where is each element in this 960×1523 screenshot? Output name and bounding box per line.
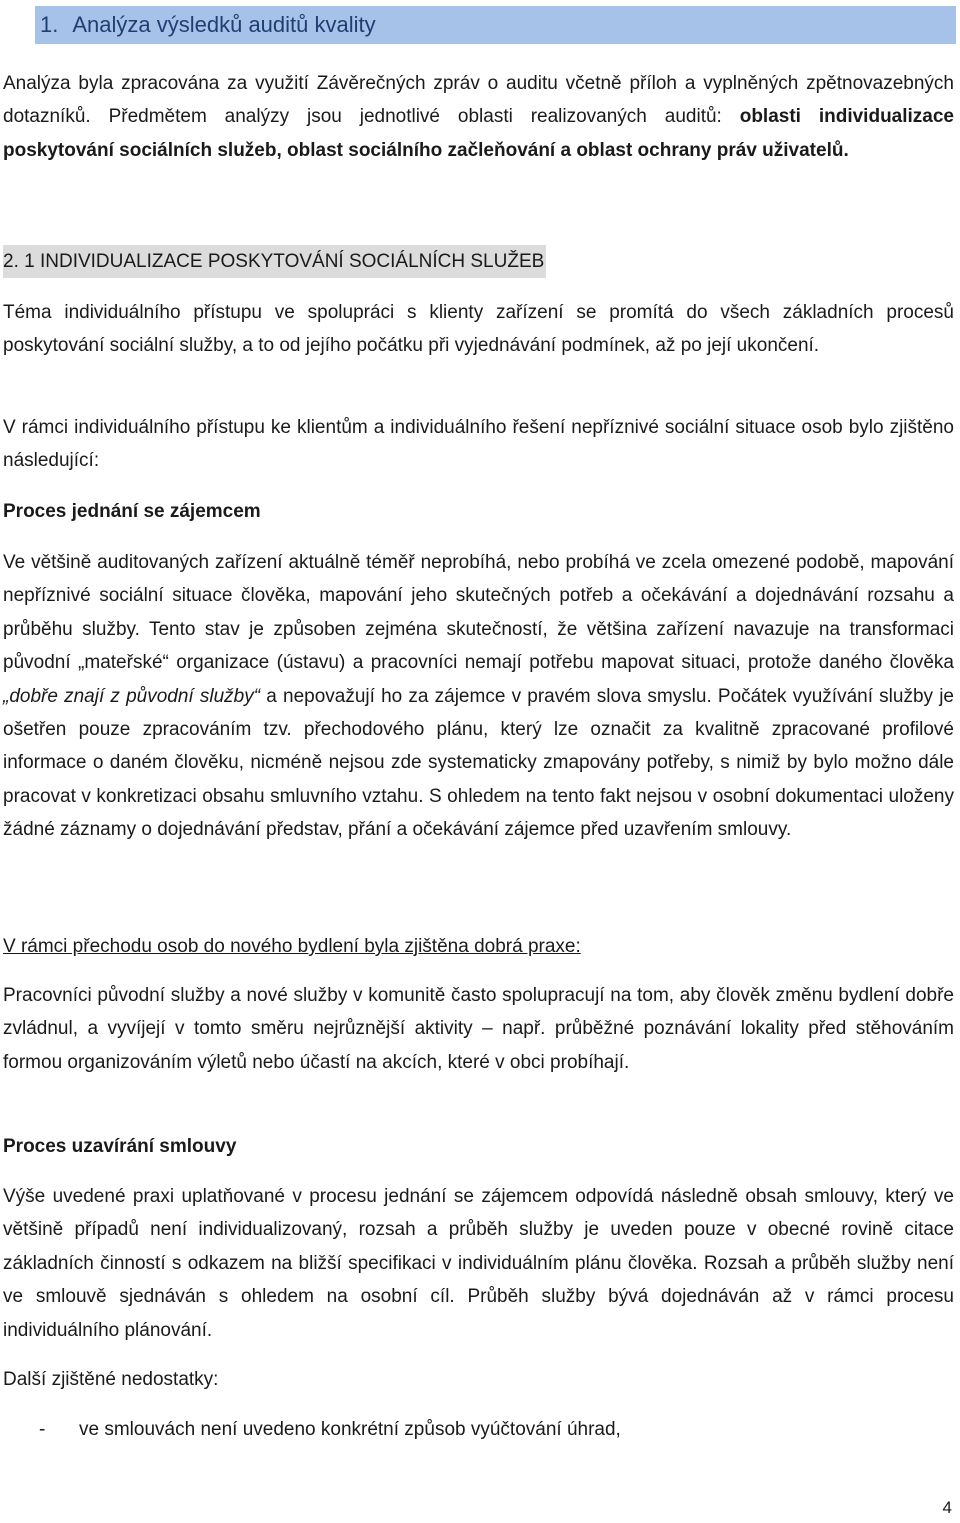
paragraph-contract-process: Výše uvedené praxi uplatňované v procesu jednání se zájemcem odpovídá následně obsah smlouvy, který ve většině případů není individualizovaný, rozsah a průběh služby je uveden pouze v obecné rovině citace základních činností s odkazem na bližší specifikaci v individuálním plánu člověka. Rozsah a průběh služby není ve smlouvě sjednáván s ohledem na osobní cíl. Průběh služby bývá dojednáván až v rámci procesu individuálního plánování. (3, 1186, 954, 1341)
paragraph-individual-approach: Téma individuálního přístupu ve spolupráci s klienty zařízení se promítá do všech základních procesů poskytování sociální služby, a to od jejího počátku při vyjednávání podmínek, až po její ukončení. (3, 302, 954, 357)
paragraph-applicant-italic: „dobře znají z původní služby“ (3, 685, 261, 707)
intro-paragraph (3, 67, 954, 167)
good-practice-heading: V rámci přechodu osob do nového bydlení byla zjištěna dobrá praxe: (3, 936, 581, 957)
further-deficiencies-label: Další zjištěné nedostatky: (3, 1369, 219, 1390)
subheading-applicant-process: Proces jednání se zájemcem (3, 501, 261, 522)
paragraph-applicant-text-2: a nepovažují ho za zájemce v pravém slova smyslu. Počátek využívání služby je ošetřen pouze zpracováním tzv. přechodového plánu, který lze označit za kvalitně zpracované profilové informace o daném člověku, nicméně nejsou zde systematicky zmapovány potřeby, s nimiž by bylo možno dále pracovat v konkretizaci obsahu smluvního vztahu. S ohledem na tento fakt nejsou v osobní dokumentaci uloženy žádné záznamy o dojednávání představ, přání a očekávání zájemce před uzavřením smlouvy. (3, 685, 954, 841)
bullet-dash: - (39, 1419, 46, 1440)
chapter-number: 1. (40, 12, 59, 37)
list-item (39, 1413, 621, 1446)
chapter-heading (35, 6, 956, 44)
intro-bold-text: oblasti individualizace poskytování sociálních služeb, oblast sociálního začleňování a oblast ochrany práv uživatelů. (3, 106, 954, 161)
subheading-contract-process: Proces uzavírání smlouvy (3, 1136, 237, 1157)
list-item-text: ve smlouvách není uvedeno konkrétní způsob vyúčtování úhrad, (79, 1419, 621, 1440)
paragraph-findings-intro: V rámci individuálního přístupu ke klientům a individuálního řešení nepříznivé sociální situace osob bylo zjištěno následující: (3, 417, 954, 472)
paragraph-good-practice: Pracovníci původní služby a nové služby v komunitě často spolupracují na tom, aby člověk změnu bydlení dobře zvládnul, a vyvíjejí v tomto směru nejrůznější aktivity – např. průběžné poznávání lokality před stěhováním formou organizováním výletů nebo účastí na akcích, které v obci probíhají. (3, 985, 954, 1073)
paragraph-applicant-process (3, 546, 954, 847)
intro-plain-text: Analýza byla zpracována za využití Závěrečných zpráv o auditu včetně příloh a vyplněných zpětnovazebných dotazníků. Předmětem analýzy jsou jednotlivé oblasti realizovaných auditů: (3, 73, 954, 128)
chapter-title: Analýza výsledků auditů kvality (72, 12, 376, 37)
section-heading: 2. 1 INDIVIDUALIZACE POSKYTOVÁNÍ SOCIÁLNÍCH SLUŽEB (3, 245, 546, 278)
paragraph-applicant-text-1: Ve většině auditovaných zařízení aktuálně téměř neprobíhá, nebo probíhá ve zcela omezené podobě, mapování nepříznivé sociální situace člověka, mapování jeho skutečných potřeb a očekávání a dojednávání rozsahu a průběhu služby. Tento stav je způsoben zejména skutečností, že většina zařízení navazuje na transformaci původní „mateřské“ organizace (ústavu) a pracovníci nemají potřebu mapovat situaci, protože daného člověka (3, 552, 954, 674)
page-number: 4 (942, 1498, 952, 1517)
